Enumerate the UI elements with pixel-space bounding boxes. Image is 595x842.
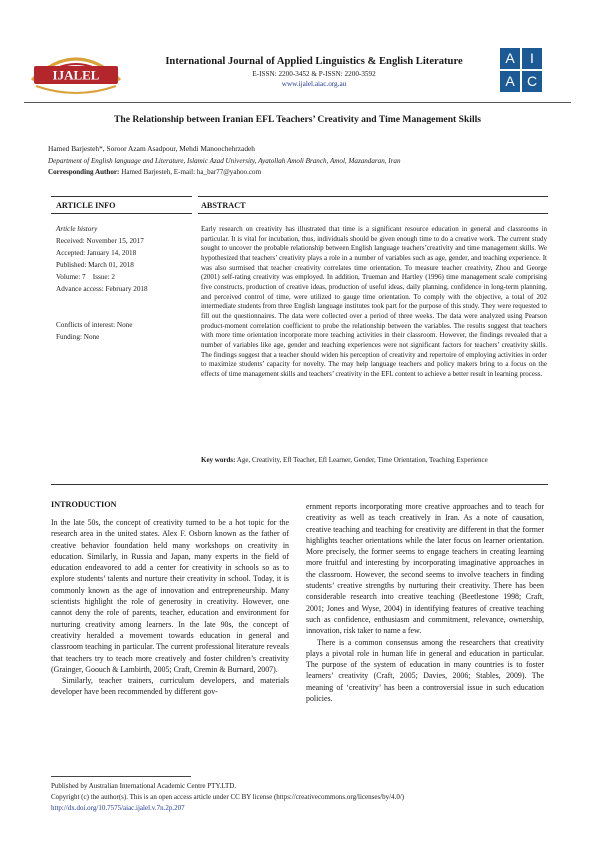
header-divider	[24, 102, 571, 103]
keywords	[201, 455, 547, 465]
body-paragraph: There is a common consensus among the researchers that creativity plays a pivotal role in human life in general and education in particular. The purpose of the system of education in many countries is to foster learners’ creativity (Craft, 2005; Davies, 2006; Stables, 2009). The meaning of ‘creativity’ has been a controversial issue in such education policies.	[306, 637, 544, 704]
abstract-bottom-rule	[198, 213, 548, 214]
introduction-heading: INTRODUCTION	[51, 500, 117, 509]
article-history-label: Article history	[56, 225, 98, 233]
left-column	[51, 517, 289, 698]
funding: Funding: None	[56, 333, 100, 341]
aiac-logo-letter: A	[500, 48, 520, 69]
abstract-end-rule	[51, 484, 548, 485]
aiac-logo-letter: A	[500, 71, 520, 92]
conflicts-of-interest: Conflicts of interest: None	[56, 321, 133, 329]
copyright-line: Copyright (c) the author(s). This is an open access article under CC BY license (https://creativecommons.org/licenses/by/4.0/)	[51, 793, 405, 801]
abstract-top-rule	[198, 196, 548, 197]
corresponding-author-label: Corresponding Author:	[48, 168, 120, 176]
journal-issn: E-ISSN: 2200-3452 & P-ISSN: 2200-3592	[252, 70, 376, 78]
journal-title: International Journal of Applied Linguistics & English Literature	[165, 56, 463, 67]
body-paragraph: ernment reports incorporating more creative approaches and to teach for creativity as well as teach creatively in Iran. As a note of causation, creative teaching and teaching for creativity are different in that the former highlights teacher orientations while the later focus on learner orientation. More precisely, the former seems to engage teachers in creating learning more fruitful and interesting by incorporating imaginative approaches in the classroom. However, the second seems to involve teachers in finding students’ creative strengths by nurturing their creativity. There has been considerable research into creative teaching (Beetlestone 1998; Craft, 2001; Jones and Wyse, 2004) in identifying features of creative teaching such as confidence, enthusiasm and commitment, relevance, ownership, innovation, risk taker to name a few.	[306, 502, 544, 636]
aiac-logo	[500, 48, 542, 92]
footer-divider	[51, 776, 191, 777]
corresponding-author-value: Hamed Barjesteh, E-mail: ha_bar77@yahoo.com	[121, 168, 262, 176]
article-history-line: Received: November 15, 2017	[56, 237, 144, 245]
article-info-top-rule	[51, 196, 192, 197]
abstract-text: Early research on creativity has illustrated that time is a significant resource education in general and classrooms in particular. It is vital for incubation, thus, individuals should be given enough time to do a creative work. The current study sought to uncover the probable relationship between English language teachers’creativity and time management skills. We hypothesized that teachers’ creativity plays a role in a number of variables such as age, gender, and teaching experience. It was also surmised that teacher creativity correlates time orientation. To measure teacher creativity, Zhou and George (2001) self-rating creativity was employed. In addition, Trueman and Hartley (1996) time management scale comprising five constructs, production of creative ideas, production of useful ideas, daily planning, confidence in long-term planning, and perceived control of time, were utilized to gauge time orientation. To comply with the objective, a total of 202 intermediate students from three English language institutes took part for the purpose of this study. They were requested to fill out the questionnaires. The data were collected over a period of three weeks. The data were analyzed using Pearson product-moment correlation coefficient to probe the relationship between the variables. The results suggest that teachers with more time orientation incorporate more teaching activities in their classroom. However, the findings revealed that a number of variables like age, gender and teaching experiences were not significant factors for teachers’ creativity skills. The findings suggest that a teacher should widen his perception of creativity and repertoire of employing activities in order to maximize students’ capacity for novelty. The may help language teachers and policy makers bring to a focus on the effects of time management skills and teachers’ creativity in the EFL content to achieve a better result in learning process.	[201, 225, 547, 378]
article-history-line: Advance access: February 2018	[56, 285, 148, 293]
ijalel-logo-text: IJALEL	[52, 67, 100, 83]
ijalel-logo	[24, 42, 128, 98]
body-paragraph: In the late 50s, the concept of creativity turned to be a hot topic for the research area in the united states. Alex F. Osborn known as the father of creative behavior foundation held many workshops on creativity in education. Similarly, in Russia and Japan, many experts in the field of education endeavored to add a center for creativity in schools so as to explore students’ talents and nurture their creativity in school. Today, it is commonly known as the age of innovation and entrepreneurship. Many scientists highlight the role of generosity in creativity. However, one cannot deny the role of parents, teacher, education and environment for nurturing creativity among learners. In the late 90s, the concept of creativity heralded a movement towards education in general and classroom teaching in particular. The current professional literature reveals that teachers try to teach more creatively and foster children’s creativity (Grainger, Goouch & Lambirth, 2005; Craft, Cremin & Burnard, 2007).	[51, 518, 289, 674]
article-history-line: Accepted: January 14, 2018	[56, 249, 137, 257]
aiac-logo-letter: I	[522, 48, 542, 69]
article-history-line: Volume: 7 Issue: 2	[56, 273, 115, 281]
aiac-logo-letter: C	[522, 71, 542, 92]
keywords-list: Age, Creativity, Efl Teacher, Efl Learner, Gender, Time Orientation, Teaching Experience	[236, 456, 488, 464]
corresponding-author	[48, 168, 261, 176]
article-info-bottom-rule	[51, 213, 192, 214]
abstract-heading: ABSTRACT	[201, 201, 246, 210]
paper-authors: Hamed Barjesteh*, Soroor Azam Asadpour, Mehdi Manoochehrzadeh	[48, 144, 255, 153]
paper-title: The Relationship between Iranian EFL Teachers’ Creativity and Time Management Skills	[113, 114, 482, 125]
right-column	[306, 501, 544, 704]
article-history-line: Published: March 01, 2018	[56, 261, 134, 269]
doi-link[interactable]: http://dx.doi.org/10.7575/aiac.ijalel.v.7n.2p.207	[51, 804, 185, 812]
publisher-line: Published by Australian International Academic Centre PTY.LTD.	[51, 782, 237, 790]
paper-affiliation: Department of English language and Literature, Islamic Azad University, Ayatollah Amoli Branch, Amol, Mazandaran, Iran	[48, 157, 401, 165]
body-paragraph: Similarly, teacher trainers, curriculum developers, and materials developer have been recommended by different gov-	[51, 676, 289, 697]
keywords-label: Key words:	[201, 456, 236, 464]
article-info-heading: ARTICLE INFO	[56, 201, 116, 210]
journal-website-link[interactable]: www.ijalel.aiac.org.au	[281, 80, 347, 88]
